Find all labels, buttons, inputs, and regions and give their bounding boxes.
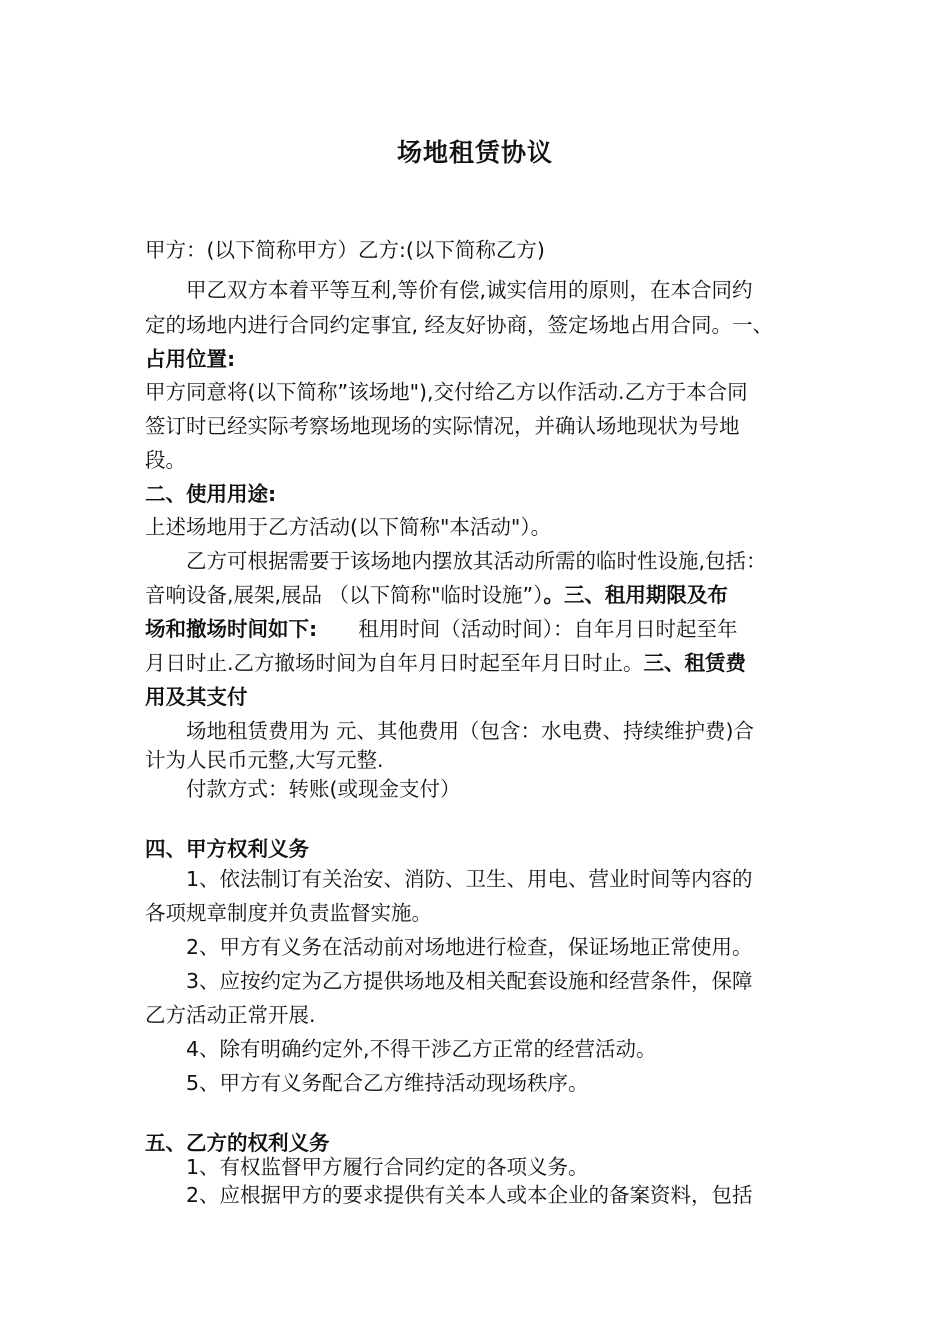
term-text-2: 月日时止.乙方撤场时间为自年月日时起至年月日时止。	[145, 651, 644, 675]
usage-text: 音响设备,展架,展品 （以下简称"临时设施”）	[145, 583, 544, 607]
payment-line: 付款方式：转账(或现金支付）	[145, 777, 461, 801]
intro-line-1: 甲乙双方本着平等互利,等价有偿,诚实信用的原则，在本合同约	[145, 278, 753, 302]
party-a-item-4: 4、除有明确约定外,不得干涉乙方正常的经营活动。	[145, 1037, 657, 1061]
usage-line-2: 乙方可根据需要于该场地内摆放其活动所需的临时性设施,包括：	[145, 549, 767, 573]
term-text-1: 租用时间（活动时间）：自年月日时起至年	[317, 617, 738, 641]
fee-line-2: 计为人民币元整,大写元整.	[145, 748, 384, 772]
section-heading-fee-part1: 三、租赁费	[643, 651, 747, 675]
party-b-item-1: 1、有权监督甲方履行合同约定的各项义务。	[145, 1155, 589, 1179]
section-heading-location: 占用位置:	[145, 347, 236, 371]
location-line-3: 段。	[145, 448, 186, 472]
party-a-item-1-line-2: 各项规章制度并负责监督实施。	[145, 901, 432, 925]
party-a-item-3-line-2: 乙方活动正常开展.	[145, 1003, 316, 1027]
section-heading-term-part2: 场和撤场时间如下:	[145, 617, 318, 641]
location-line-2: 签订时已经实际考察场地现场的实际情况，并确认场地现状为号地	[145, 414, 740, 438]
party-a-item-1-line-1: 1、依法制订有关治安、消防、卫生、用电、营业时间等内容的	[145, 867, 753, 891]
fee-line-1: 场地租赁费用为 元、其他费用（包含：水电费、持续维护费)合	[145, 719, 755, 743]
intro-line-2: 定的场地内进行合同约定事宜, 经友好协商，签定场地占用合同。一、	[145, 313, 774, 337]
party-a-item-3-line-1: 3、应按约定为乙方提供场地及相关配套设施和经营条件，保障	[145, 969, 753, 993]
party-b-item-2: 2、应根据甲方的要求提供有关本人或本企业的备案资料，包括	[145, 1183, 753, 1207]
section-heading-party-a: 四、甲方权利义务	[145, 837, 309, 861]
party-a-item-2: 2、甲方有义务在活动前对场地进行检查，保证场地正常使用。	[145, 935, 753, 959]
parties-line: 甲方：(以下简称甲方）乙方:(以下简称乙方)	[145, 238, 545, 262]
location-line-1: 甲方同意将(以下简称”该场地"),交付给乙方以作活动.乙方于本合同	[145, 380, 748, 404]
section-heading-party-b: 五、乙方的权利义务	[145, 1131, 330, 1155]
usage-line-1: 上述场地用于乙方活动(以下简称"本活动"）。	[145, 515, 552, 539]
usage-line-3	[145, 583, 728, 607]
section-heading-fee-part2: 用及其支付	[145, 685, 248, 709]
term-line-1	[145, 617, 737, 641]
party-a-item-5: 5、甲方有义务配合乙方维持活动现场秩序。	[145, 1071, 589, 1095]
document-title: 场地租赁协议	[396, 138, 553, 167]
term-line-2	[145, 651, 746, 675]
section-heading-term-part1: 。三、租用期限及布	[543, 583, 728, 607]
section-heading-usage: 二、使用用途:	[145, 482, 277, 506]
